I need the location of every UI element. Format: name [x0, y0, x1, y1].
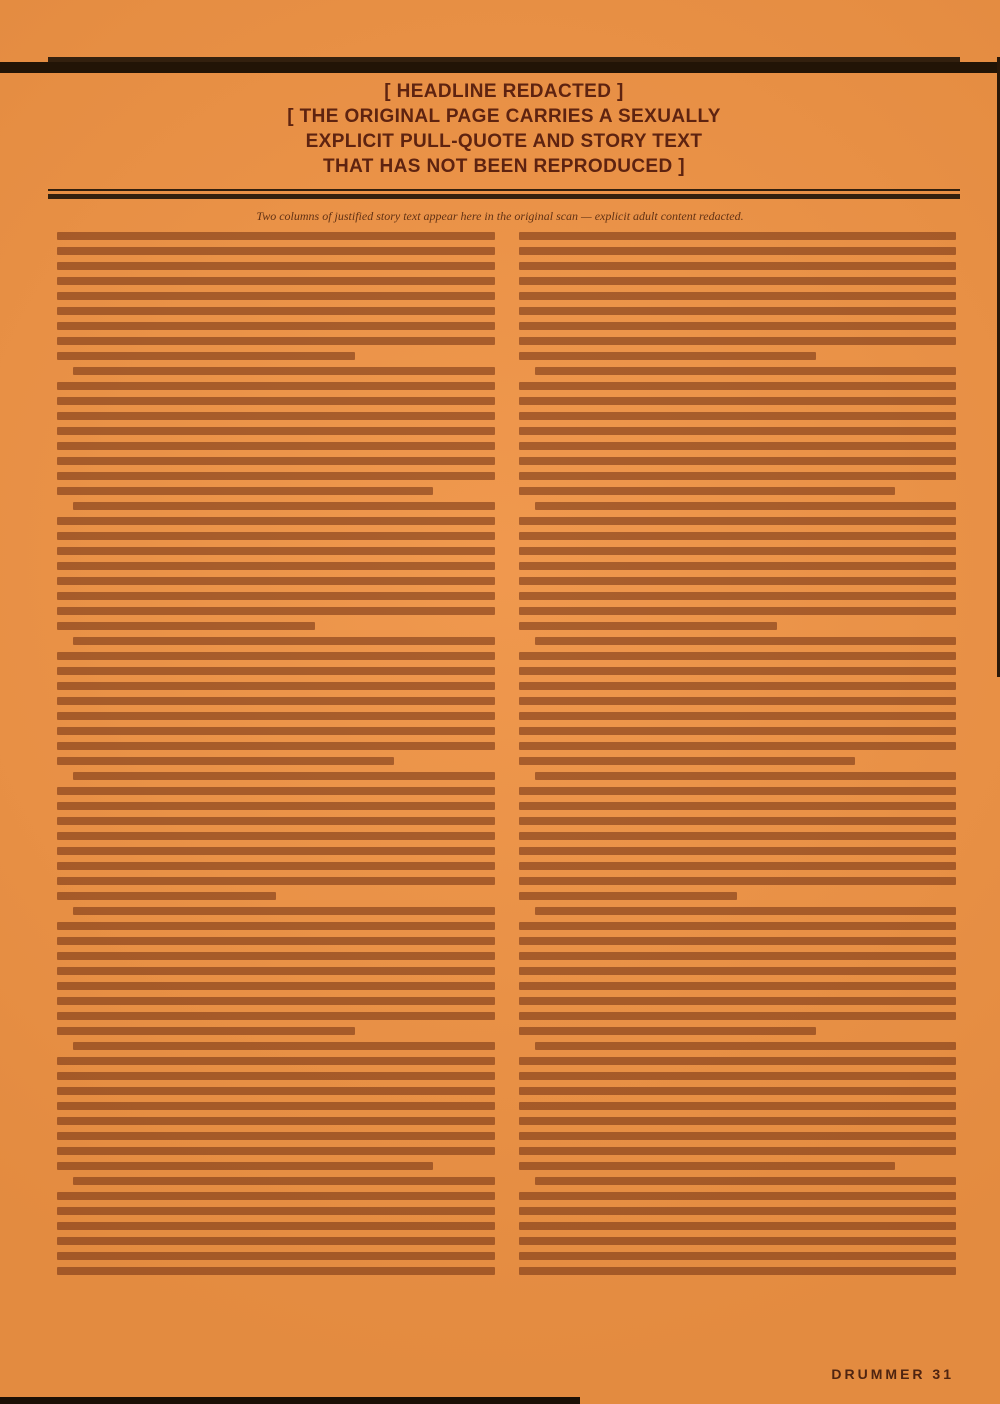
headline-line: [ THE ORIGINAL PAGE CARRIES A SEXUALLY — [287, 106, 721, 127]
redacted-text-line — [519, 442, 957, 450]
redacted-text-line — [57, 232, 495, 240]
redacted-text-line — [519, 397, 957, 405]
magazine-page-scan — [0, 57, 1000, 1404]
redacted-text-line — [57, 1012, 495, 1020]
redacted-text-line — [519, 937, 957, 945]
redacted-text-line — [57, 1117, 495, 1125]
page-folio: DRUMMER 31 — [831, 1366, 954, 1382]
redacted-text-line — [57, 1147, 495, 1155]
headline-line: EXPLICIT PULL-QUOTE AND STORY TEXT — [305, 131, 703, 152]
redacted-text-line — [535, 772, 957, 780]
redacted-text-line — [57, 352, 355, 360]
redacted-text-line — [57, 1087, 495, 1095]
redacted-text-line — [57, 667, 495, 675]
redacted-text-line — [57, 247, 495, 255]
redacted-text-line — [57, 832, 495, 840]
redacted-text-line — [57, 517, 495, 525]
headline-text — [48, 67, 960, 189]
redacted-text-line — [519, 412, 957, 420]
redacted-text-line — [73, 367, 495, 375]
redacted-text-line — [57, 1132, 495, 1140]
redacted-text-line — [57, 277, 495, 285]
redacted-text-line — [519, 757, 856, 765]
redacted-text-line — [57, 262, 495, 270]
redacted-text-line — [519, 1267, 957, 1275]
redacted-text-line — [519, 292, 957, 300]
headline-rule-bottom-thin — [48, 189, 960, 191]
redacted-text-line — [57, 952, 495, 960]
redacted-text-line — [519, 697, 957, 705]
redacted-text-line — [519, 1237, 957, 1245]
redacted-text-line — [73, 1042, 495, 1050]
redacted-text-line — [57, 1237, 495, 1245]
redacted-text-line — [519, 232, 957, 240]
redacted-text-line — [519, 1072, 957, 1080]
redacted-text-line — [57, 1192, 495, 1200]
redacted-text-line — [519, 457, 957, 465]
redacted-text-line — [519, 952, 957, 960]
redacted-text-line — [519, 592, 957, 600]
redacted-text-line — [57, 967, 495, 975]
redacted-text-line — [519, 817, 957, 825]
redacted-text-line — [73, 772, 495, 780]
redacted-text-line — [519, 667, 957, 675]
redacted-text-line — [535, 502, 957, 510]
redacted-text-line — [519, 562, 957, 570]
body-text-column-left — [57, 232, 495, 1280]
redacted-text-line — [519, 277, 957, 285]
headline-rule-bottom-thick — [48, 194, 960, 199]
redacted-text-line — [57, 532, 495, 540]
redacted-text-line — [519, 982, 957, 990]
redacted-text-line — [519, 1027, 817, 1035]
redacted-text-line — [57, 322, 495, 330]
redacted-text-line — [57, 982, 495, 990]
redacted-text-line — [519, 847, 957, 855]
redacted-text-line — [535, 1177, 957, 1185]
redacted-text-line — [57, 1057, 495, 1065]
redacted-text-line — [519, 652, 957, 660]
redacted-text-line — [519, 382, 957, 390]
redacted-text-line — [519, 862, 957, 870]
redacted-text-line — [519, 622, 777, 630]
redacted-text-line — [519, 1222, 957, 1230]
redacted-text-line — [73, 637, 495, 645]
redacted-text-line — [57, 562, 495, 570]
redacted-text-line — [519, 337, 957, 345]
redacted-text-line — [519, 1117, 957, 1125]
redacted-text-line — [57, 892, 276, 900]
body-text-column-right — [519, 232, 957, 1280]
redacted-text-line — [57, 862, 495, 870]
redacted-text-line — [57, 1252, 495, 1260]
redacted-text-line — [57, 472, 495, 480]
redacted-text-line — [57, 547, 495, 555]
redacted-text-line — [519, 577, 957, 585]
redacted-text-line — [519, 1102, 957, 1110]
redacted-text-line — [57, 457, 495, 465]
redacted-text-line — [57, 442, 495, 450]
redacted-text-line — [519, 532, 957, 540]
redacted-text-line — [73, 907, 495, 915]
redacted-text-line — [57, 1027, 355, 1035]
redacted-text-line — [57, 682, 495, 690]
redacted-text-line — [519, 967, 957, 975]
redacted-text-line — [519, 1192, 957, 1200]
redacted-text-line — [519, 487, 895, 495]
redacted-text-line — [57, 997, 495, 1005]
redacted-text-line — [57, 1207, 495, 1215]
redacted-text-line — [57, 487, 433, 495]
redacted-text-line — [57, 802, 495, 810]
redacted-text-line — [519, 727, 957, 735]
redacted-text-line — [57, 1072, 495, 1080]
redacted-text-line — [73, 1177, 495, 1185]
redacted-text-line — [57, 937, 495, 945]
redacted-text-line — [519, 802, 957, 810]
redaction-notice: Two columns of justified story text appear here in the original scan — explicit adult content redacted. — [256, 209, 744, 223]
redacted-text-line — [519, 1132, 957, 1140]
redacted-text-line — [57, 1102, 495, 1110]
redacted-text-line — [57, 382, 495, 390]
redacted-text-line — [519, 1162, 895, 1170]
redacted-text-line — [519, 247, 957, 255]
redacted-text-line — [57, 652, 495, 660]
redacted-text-line — [519, 997, 957, 1005]
redacted-text-line — [57, 427, 495, 435]
redacted-text-line — [57, 727, 495, 735]
redacted-text-line — [57, 847, 495, 855]
redacted-text-line — [519, 1057, 957, 1065]
redacted-text-line — [57, 307, 495, 315]
redacted-text-line — [519, 352, 817, 360]
redacted-text-line — [519, 607, 957, 615]
redacted-text-line — [519, 712, 957, 720]
redacted-text-line — [519, 1207, 957, 1215]
redacted-text-line — [519, 517, 957, 525]
redacted-text-line — [535, 637, 957, 645]
redacted-text-line — [519, 742, 957, 750]
redacted-text-line — [519, 877, 957, 885]
redacted-text-line — [57, 292, 495, 300]
redacted-text-line — [57, 1267, 495, 1275]
redacted-text-line — [57, 622, 315, 630]
headline-line: THAT HAS NOT BEEN REPRODUCED ] — [322, 156, 686, 177]
redacted-text-line — [519, 307, 957, 315]
redacted-text-line — [519, 547, 957, 555]
redacted-text-line — [57, 757, 394, 765]
redacted-text-line — [57, 877, 495, 885]
redacted-text-line — [73, 502, 495, 510]
redacted-text-line — [519, 1252, 957, 1260]
redacted-text-line — [519, 322, 957, 330]
redacted-text-line — [535, 907, 957, 915]
redacted-text-line — [57, 1162, 433, 1170]
redacted-text-line — [57, 712, 495, 720]
redacted-text-line — [57, 742, 495, 750]
redacted-text-line — [535, 367, 957, 375]
body-text-columns — [57, 232, 956, 1280]
redacted-text-line — [519, 262, 957, 270]
redacted-text-line — [57, 787, 495, 795]
redacted-text-line — [535, 1042, 957, 1050]
redacted-text-line — [519, 427, 957, 435]
redacted-text-line — [57, 1222, 495, 1230]
redacted-text-line — [519, 832, 957, 840]
redacted-text-line — [519, 922, 957, 930]
redacted-text-line — [57, 577, 495, 585]
redacted-text-line — [519, 1012, 957, 1020]
redacted-text-line — [57, 922, 495, 930]
redacted-text-line — [57, 817, 495, 825]
headline-line: [ HEADLINE REDACTED ] — [384, 81, 624, 102]
redacted-text-line — [519, 1147, 957, 1155]
redacted-text-line — [519, 1087, 957, 1095]
scan-edge-artifact-bottom — [0, 1397, 580, 1404]
scan-edge-artifact-top — [0, 62, 1000, 73]
redacted-text-line — [57, 412, 495, 420]
redacted-text-line — [57, 697, 495, 705]
redacted-text-line — [57, 397, 495, 405]
redacted-text-line — [519, 892, 738, 900]
redacted-text-line — [57, 337, 495, 345]
redacted-text-line — [519, 472, 957, 480]
redacted-text-line — [57, 607, 495, 615]
headline-box — [48, 57, 960, 199]
redacted-text-line — [519, 682, 957, 690]
redacted-text-line — [519, 787, 957, 795]
redacted-text-line — [57, 592, 495, 600]
